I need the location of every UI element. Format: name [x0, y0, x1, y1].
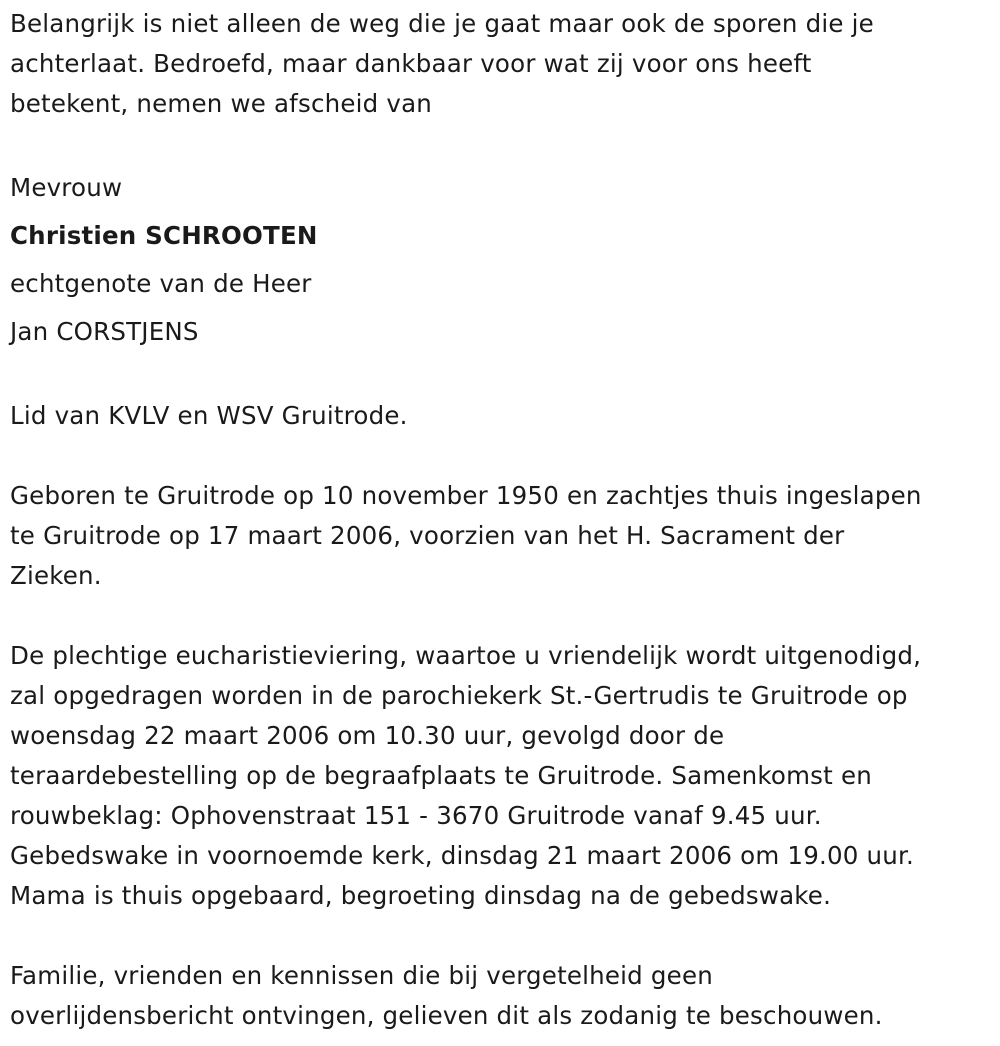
intro-paragraph — [10, 4, 995, 124]
birth-death-line: te Gruitrode op 17 maart 2006, voorzien van het H. Sacrament der — [10, 521, 845, 550]
intro-line: Belangrijk is niet alleen de weg die je gaat maar ook de sporen die je — [10, 9, 874, 38]
spacer — [10, 916, 995, 956]
intro-line: achterlaat. Bedroefd, maar dankbaar voor wat zij voor ons heeft — [10, 49, 812, 78]
closing-paragraph — [10, 956, 995, 1036]
salutation: Mevrouw — [10, 173, 123, 202]
spacer — [10, 596, 995, 636]
intro-line: betekent, nemen we afscheid van — [10, 89, 433, 118]
ceremony-line: De plechtige eucharistieviering, waartoe u vriendelijk wordt uitgenodigd, — [10, 641, 922, 670]
spacer — [10, 436, 995, 476]
spouse-relation: echtgenote van de Heer — [10, 269, 312, 298]
birth-death-paragraph — [10, 476, 995, 596]
membership-paragraph — [10, 396, 995, 436]
ceremony-line: zal opgedragen worden in de parochiekerk St.-Gertrudis te Gruitrode op — [10, 681, 908, 710]
birth-death-line: Geboren te Gruitrode op 10 november 1950 en zachtjes thuis ingeslapen — [10, 481, 922, 510]
ceremony-line: teraardebestelling op de begraafplaats te Gruitrode. Samenkomst en — [10, 761, 872, 790]
membership-line: Lid van KVLV en WSV Gruitrode. — [10, 401, 408, 430]
closing-line: overlijdensbericht ontvingen, gelieven dit als zodanig te beschouwen. — [10, 1001, 883, 1030]
deceased-header — [10, 164, 995, 356]
obituary-document — [10, 4, 995, 1036]
ceremony-line: Gebedswake in voornoemde kerk, dinsdag 21 maart 2006 om 19.00 uur. — [10, 841, 915, 870]
spouse-name: Jan CORSTJENS — [10, 317, 199, 346]
closing-line: Familie, vrienden en kennissen die bij vergetelheid geen — [10, 961, 713, 990]
spacer — [10, 356, 995, 396]
ceremony-line: rouwbeklag: Ophovenstraat 151 - 3670 Gruitrode vanaf 9.45 uur. — [10, 801, 822, 830]
ceremony-paragraph — [10, 636, 995, 916]
birth-death-line: Zieken. — [10, 561, 102, 590]
ceremony-line: Mama is thuis opgebaard, begroeting dinsdag na de gebedswake. — [10, 881, 832, 910]
spacer — [10, 124, 995, 164]
deceased-name: Christien SCHROOTEN — [10, 221, 318, 250]
ceremony-line: woensdag 22 maart 2006 om 10.30 uur, gevolgd door de — [10, 721, 725, 750]
